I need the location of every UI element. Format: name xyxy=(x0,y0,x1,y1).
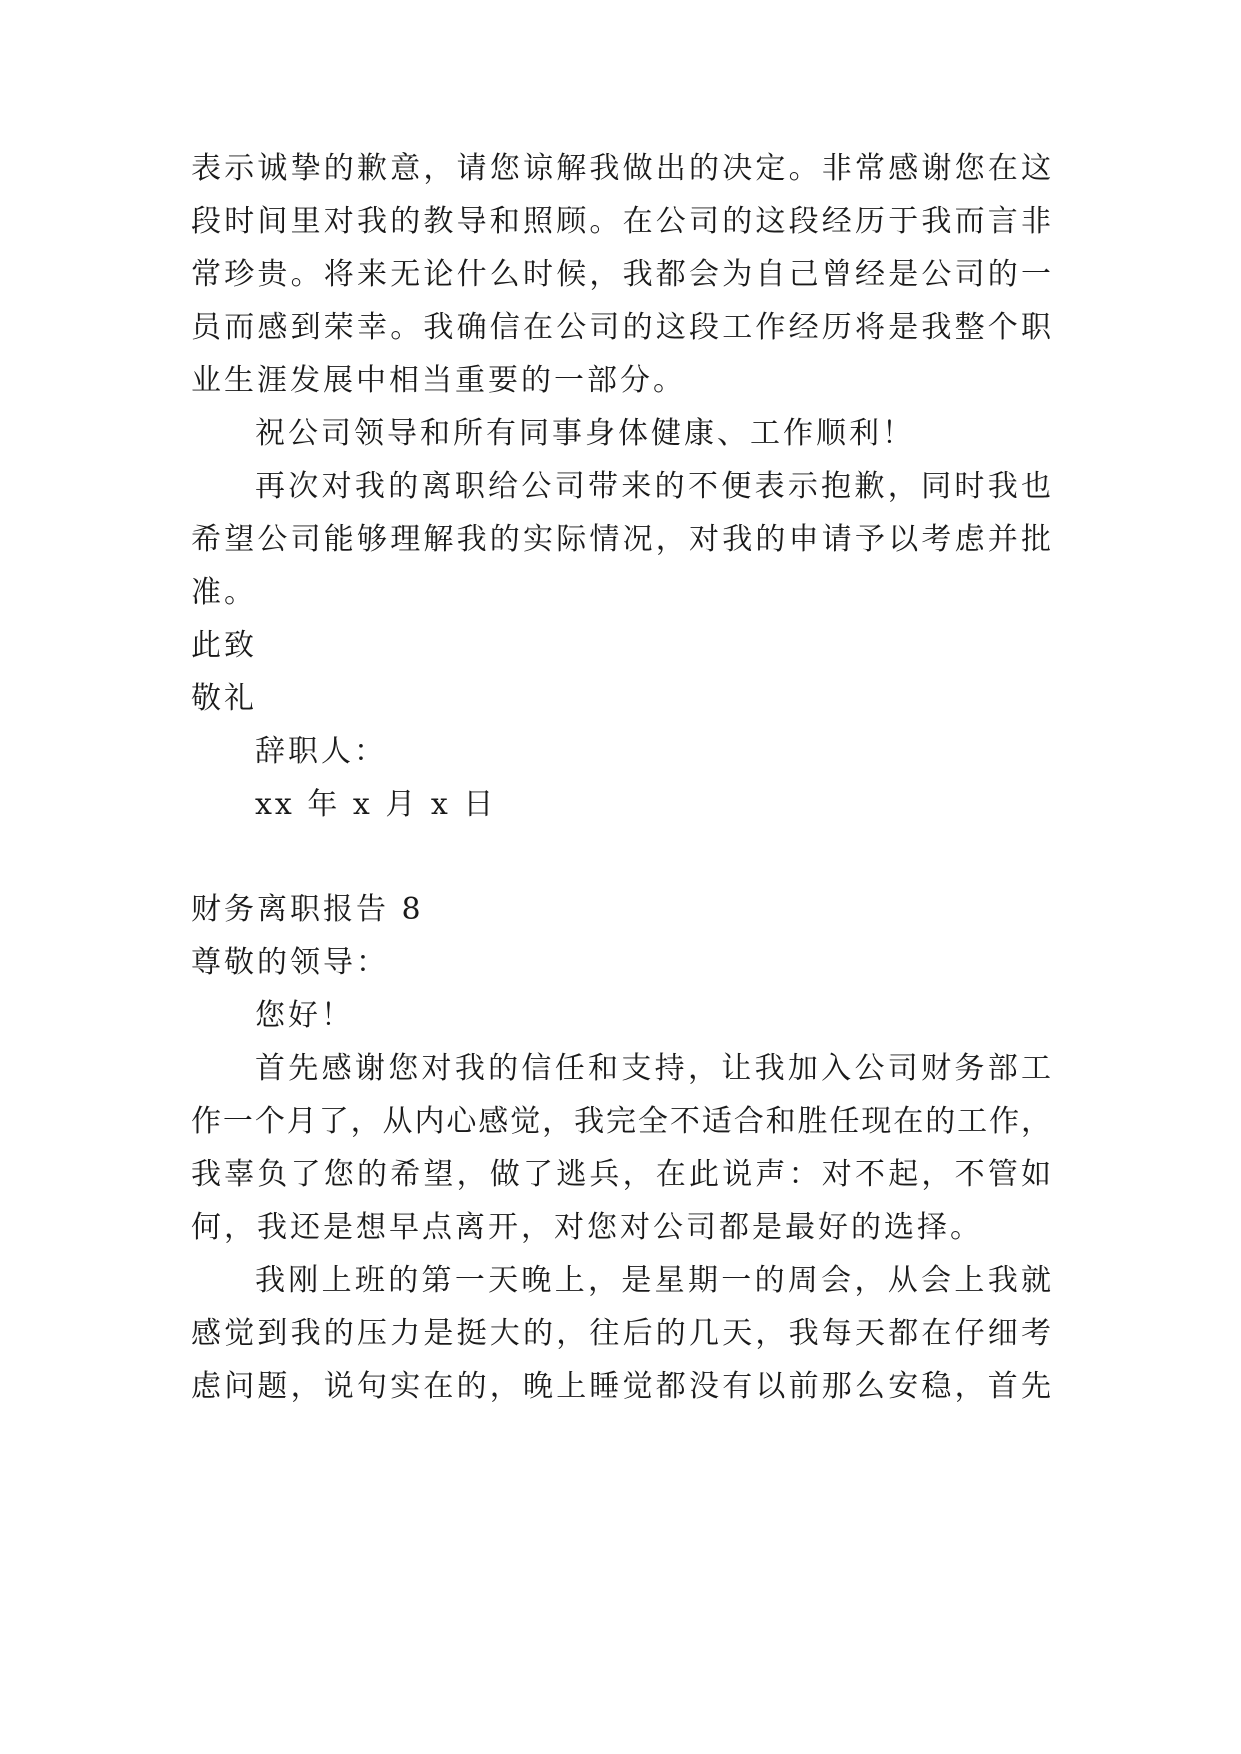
body-text-line: 我刚上班的第一天晚上，是星期一的周会，从会上我就 xyxy=(255,1263,1051,1298)
body-text-line: 准。 xyxy=(191,575,257,610)
closing-salutation: 此致 xyxy=(191,628,257,663)
signature-label: 辞职人： xyxy=(255,734,387,769)
body-text-line: 再次对我的离职给公司带来的不便表示抱歉，同时我也 xyxy=(255,469,1051,504)
body-text-line: 作一个月了，从内心感觉，我完全不适合和胜任现在的工作， xyxy=(191,1104,1051,1139)
body-text-line: 常珍贵。将来无论什么时候，我都会为自己曾经是公司的一 xyxy=(191,257,1051,292)
body-text-line: 虑问题，说句实在的，晚上睡觉都没有以前那么安稳，首先 xyxy=(191,1369,1051,1404)
letter-greeting: 尊敬的领导： xyxy=(191,945,389,980)
wishes-line: 祝公司领导和所有同事身体健康、工作顺利！ xyxy=(255,416,915,451)
section-title: 财务离职报告 8 xyxy=(191,892,424,927)
body-text-line: 何，我还是想早点离开，对您对公司都是最好的选择。 xyxy=(191,1210,983,1245)
closing-regards: 敬礼 xyxy=(191,681,257,716)
body-text-line: 表示诚挚的歉意，请您谅解我做出的决定。非常感谢您在这 xyxy=(191,151,1051,186)
body-text-line: 段时间里对我的教导和照顾。在公司的这段经历于我而言非 xyxy=(191,204,1051,239)
body-text-line: 员而感到荣幸。我确信在公司的这段工作经历将是我整个职 xyxy=(191,310,1051,345)
body-text-line: 我辜负了您的希望，做了逃兵，在此说声：对不起，不管如 xyxy=(191,1157,1051,1192)
body-text-line: 业生涯发展中相当重要的一部分。 xyxy=(191,363,686,398)
body-text-line: 感觉到我的压力是挺大的，往后的几天，我每天都在仔细考 xyxy=(191,1316,1051,1351)
body-text-line: 首先感谢您对我的信任和支持，让我加入公司财务部工 xyxy=(255,1051,1051,1086)
body-text-line: 希望公司能够理解我的实际情况，对我的申请予以考虑并批 xyxy=(191,522,1051,557)
letter-hello: 您好！ xyxy=(255,998,354,1033)
signature-date: xx 年 x 月 x 日 xyxy=(255,787,497,822)
